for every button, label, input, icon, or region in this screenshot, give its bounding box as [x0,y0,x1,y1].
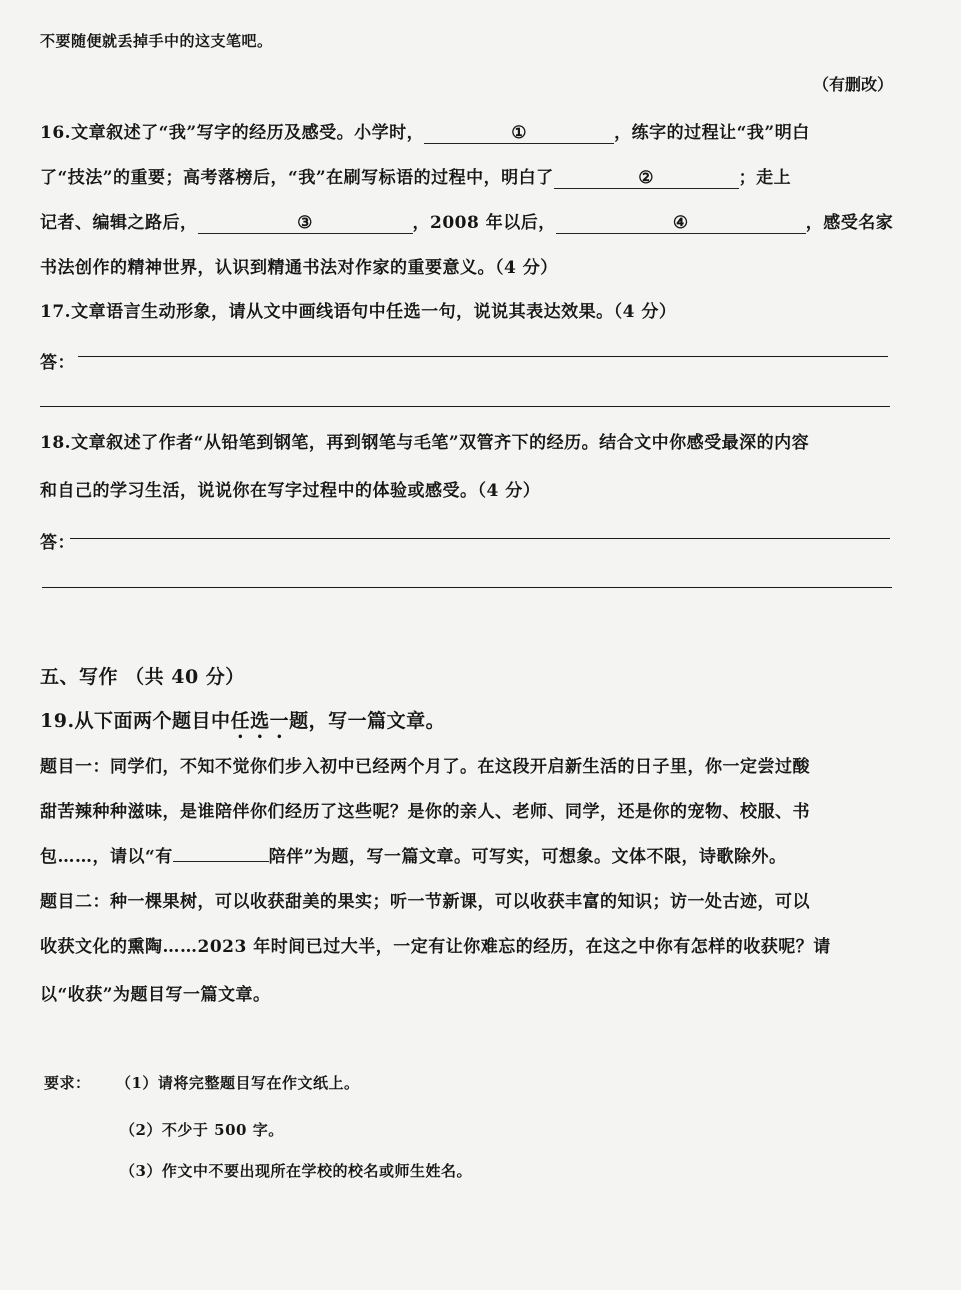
q16-line-1 [40,118,810,144]
q19-emphasis: 任选一 [230,710,290,732]
q16-text: 了“技法”的重要；高考落榜后，“我”在刷写标语的过程中，明白了 [40,168,554,188]
topic2-label: 题目二： [40,892,110,912]
topic1-text: 陪伴”为题，写一篇文章。可写实，可想象。文体不限，诗歌除外。 [268,847,787,867]
q17-question: 17.文章语言生动形象，请从文中画线语句中任选一句，说说其表达效果。（4 分） [40,302,677,322]
q16-blank-3[interactable]: ③ [198,215,413,234]
q17-answer-line-2[interactable] [40,406,890,407]
requirement-1: （1）请将完整题目写在作文纸上。 [116,1074,360,1092]
q19-text: 19.从下面两个题目中 [40,710,231,732]
q16-blank-1[interactable]: ① [424,125,614,144]
q16-line-4: 书法创作的精神世界，认识到精通书法对作家的重要意义。（4 分） [40,258,558,278]
passage-ending: 不要随便就丢掉手中的这支笔吧。 [40,32,273,50]
section-5-title: 五、写作 （共 40 分） [40,666,245,688]
q16-line-3 [40,208,893,234]
q18-answer-line-1[interactable] [70,538,890,539]
topic2-line-1 [40,887,810,912]
q16-line-2 [40,163,791,189]
q16-blank-4[interactable]: ④ [556,215,806,234]
q18-question-line-1: 18.文章叙述了作者“从铅笔到钢笔，再到钢笔与毛笔”双管齐下的经历。结合文中你感受最深的内容 [40,433,810,453]
q16-text: 16.文章叙述了“我”写字的经历及感受。小学时， [40,123,425,143]
q16-text: 记者、编辑之路后， [40,213,198,233]
q19-text: 题，写一篇文章。 [289,710,446,732]
requirement-3: （3）作文中不要出现所在学校的校名或师生姓名。 [120,1162,472,1180]
requirements-label: 要求： [44,1074,91,1092]
topic1-text: 包……，请以“有 [40,847,173,867]
q18-answer-label: 答： [40,533,75,553]
topic1-text: 同学们，不知不觉你们步入初中已经两个月了。在这段开启新生活的日子里，你一定尝过酸 [110,757,810,777]
requirement-2: （2）不少于 500 字。 [120,1121,284,1139]
topic1-line-1 [40,752,810,777]
q16-text: ；走上 [738,168,792,188]
q18-question-line-2: 和自己的学习生活，说说你在写字过程中的体验或感受。（4 分） [40,481,541,501]
q16-text: ，感受名家 [805,213,894,233]
q18-answer-line-2[interactable] [42,587,892,588]
q16-text: ，练字的过程让“我”明白 [614,123,810,143]
topic1-label: 题目一： [40,757,110,777]
topic2-text: 种一棵果树，可以收获甜美的果实；听一节新课，可以收获丰富的知识；访一处古迹，可以 [110,892,810,912]
q16-blank-2[interactable]: ② [554,170,739,189]
q17-answer-line-1[interactable] [78,356,888,357]
q17-answer-label: 答： [40,353,75,373]
q16-text: ，2008 年以后， [412,213,556,233]
topic1-title-blank[interactable] [173,860,269,862]
topic1-line-2: 甜苦辣种种滋味，是谁陪伴你们经历了这些呢？是你的亲人、老师、同学，还是你的宠物、校服、书 [40,802,810,822]
topic2-line-3: 以“收获”为题目写一篇文章。 [40,985,271,1005]
topic2-line-2: 收获文化的熏陶……2023 年时间已过大半，一定有让你难忘的经历，在这之中你有怎样的收获呢？请 [40,937,831,957]
source-note: （有删改） [812,75,893,94]
q19-instruction [40,706,445,743]
topic1-line-3 [40,842,787,867]
